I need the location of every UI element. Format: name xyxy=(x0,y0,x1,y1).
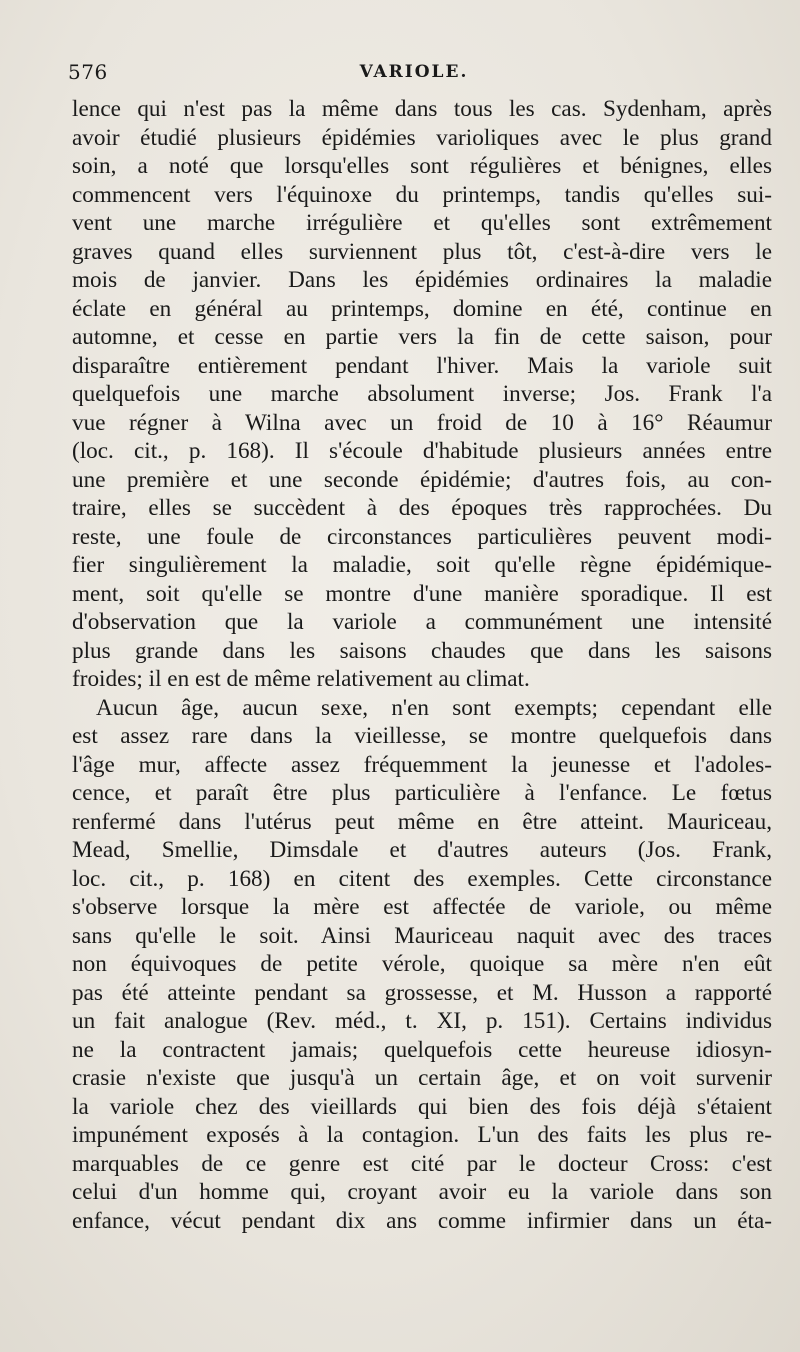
text-line: éclate en général au printemps, domine en été, continue en xyxy=(72,295,772,322)
text-line: cence, et paraît être plus particulière à l'enfance. Le fœtus xyxy=(72,780,772,806)
text-line: traire, elles se succèdent à des époques très rapprochées. Du xyxy=(72,495,772,521)
text-line: enfance, vécut pendant dix ans comme infirmier dans un éta- xyxy=(72,1207,772,1234)
text-line: vent une marche irrégulière et qu'elles sont extrêmement xyxy=(72,210,772,236)
text-line: pas été atteinte pendant sa grossesse, et M. Husson a rapporté xyxy=(72,979,772,1006)
text-line: fier singulièrement la maladie, soit qu'elle règne épidémique- xyxy=(72,552,772,578)
text-line: un fait analogue (Rev. méd., t. XI, p. 151). Certains individus xyxy=(72,1008,772,1034)
text-line: est assez rare dans la vieillesse, se montre quelquefois dans xyxy=(72,723,772,749)
text-line: vue régner à Wilna avec un froid de 10 à 16° Réaumur xyxy=(72,409,772,436)
text-line: renfermé dans l'utérus peut même en être atteint. Mauriceau, xyxy=(72,808,772,835)
page-header xyxy=(68,60,760,90)
text-line: la variole chez des vieillards qui bien des fois déjà s'étaient xyxy=(72,1093,772,1120)
text-line: disparaître entièrement pendant l'hiver. Mais la variole suit xyxy=(72,352,772,379)
text-line: impunément exposés à la contagion. L'un des faits les plus re- xyxy=(72,1122,772,1148)
text-line: marquables de ce genre est cité par le docteur Cross: c'est xyxy=(72,1150,772,1177)
text-line: soin, a noté que lorsqu'elles sont régulières et bénignes, elles xyxy=(72,153,772,179)
text-line: reste, une foule de circonstances particulières peuvent modi- xyxy=(72,523,772,550)
text-line: avoir étudié plusieurs épidémies varioliques avec le plus grand xyxy=(72,124,772,151)
page-number: 576 xyxy=(68,60,108,84)
body-text xyxy=(72,95,772,1235)
text-line: automne, et cesse en partie vers la fin de cette saison, pour xyxy=(72,324,772,350)
text-line: plus grande dans les saisons chaudes que dans les saisons xyxy=(72,637,772,664)
text-line: sans qu'elle le soit. Ainsi Mauriceau naquit avec des traces xyxy=(72,922,772,949)
text-line: loc. cit., p. 168) en citent des exemples. Cette circonstance xyxy=(72,865,772,892)
text-line: d'observation que la variole a communément une intensité xyxy=(72,609,772,635)
text-line: froides; il en est de même relativement au climat. xyxy=(72,666,530,692)
text-line: lence qui n'est pas la même dans tous les cas. Sydenham, après xyxy=(72,96,772,122)
text-line: ment, soit qu'elle se montre d'une manière sporadique. Il est xyxy=(72,580,772,607)
text-line: commencent vers l'équinoxe du printemps, tandis qu'elles sui- xyxy=(72,181,772,208)
text-line: (loc. cit., p. 168). Il s'écoule d'habitude plusieurs années entre xyxy=(72,438,772,464)
text-line: l'âge mur, affecte assez fréquemment la jeunesse et l'adoles- xyxy=(72,751,772,778)
text-line: une première et une seconde épidémie; d'autres fois, au con- xyxy=(72,466,772,493)
text-line: celui d'un homme qui, croyant avoir eu la variole dans son xyxy=(72,1179,772,1205)
text-line: graves quand elles surviennent plus tôt, c'est-à-dire vers le xyxy=(72,238,772,265)
text-line: non équivoques de petite vérole, quoique sa mère n'en eût xyxy=(72,951,772,977)
running-title: VARIOLE. xyxy=(359,62,469,82)
text-line: mois de janvier. Dans les épidémies ordinaires la maladie xyxy=(72,267,772,293)
text-line: quelquefois une marche absolument inverse; Jos. Frank l'a xyxy=(72,381,772,407)
text-line: ne la contractent jamais; quelquefois cette heureuse idiosyn- xyxy=(72,1036,772,1063)
text-line: Aucun âge, aucun sexe, n'en sont exempts; cependant elle xyxy=(96,694,772,721)
text-line: s'observe lorsque la mère est affectée de variole, ou même xyxy=(72,894,772,920)
text-line: Mead, Smellie, Dimsdale et d'autres auteurs (Jos. Frank, xyxy=(72,837,772,863)
text-line: crasie n'existe que jusqu'à un certain âge, et on voit survenir xyxy=(72,1065,772,1091)
